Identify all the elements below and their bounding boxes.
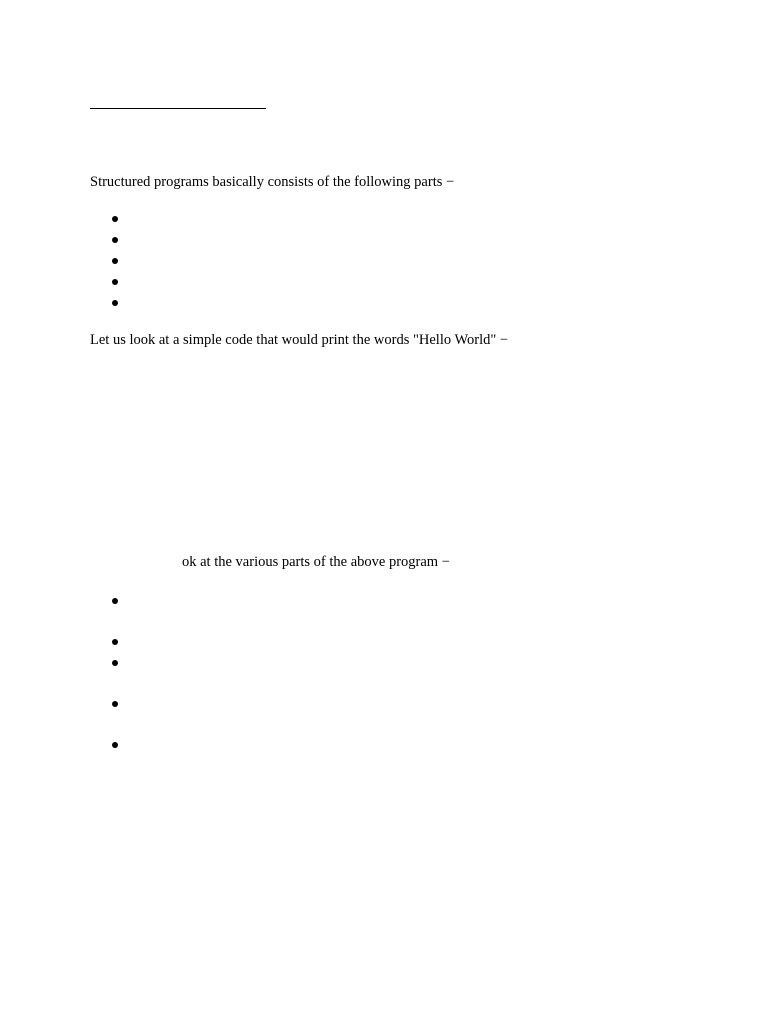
heading-underline: [90, 108, 266, 109]
bullet-dot-icon: [112, 279, 118, 285]
bullet-dot-icon: [112, 237, 118, 243]
paragraph-hello-world: Let us look at a simple code that would print the words "Hello World" −: [90, 332, 509, 348]
bullet-dot-icon: [112, 639, 118, 645]
bullet-dot-icon: [112, 258, 118, 264]
bullet-dot-icon: [112, 701, 118, 707]
paragraph-intro: Structured programs basically consists of the following parts −: [90, 174, 455, 190]
paragraph-program-parts: ok at the various parts of the above program −: [182, 554, 450, 570]
bullet-dot-icon: [112, 742, 118, 748]
bullet-dot-icon: [112, 300, 118, 306]
bullet-dot-icon: [112, 598, 118, 604]
bullet-dot-icon: [112, 216, 118, 222]
bullet-dot-icon: [112, 660, 118, 666]
